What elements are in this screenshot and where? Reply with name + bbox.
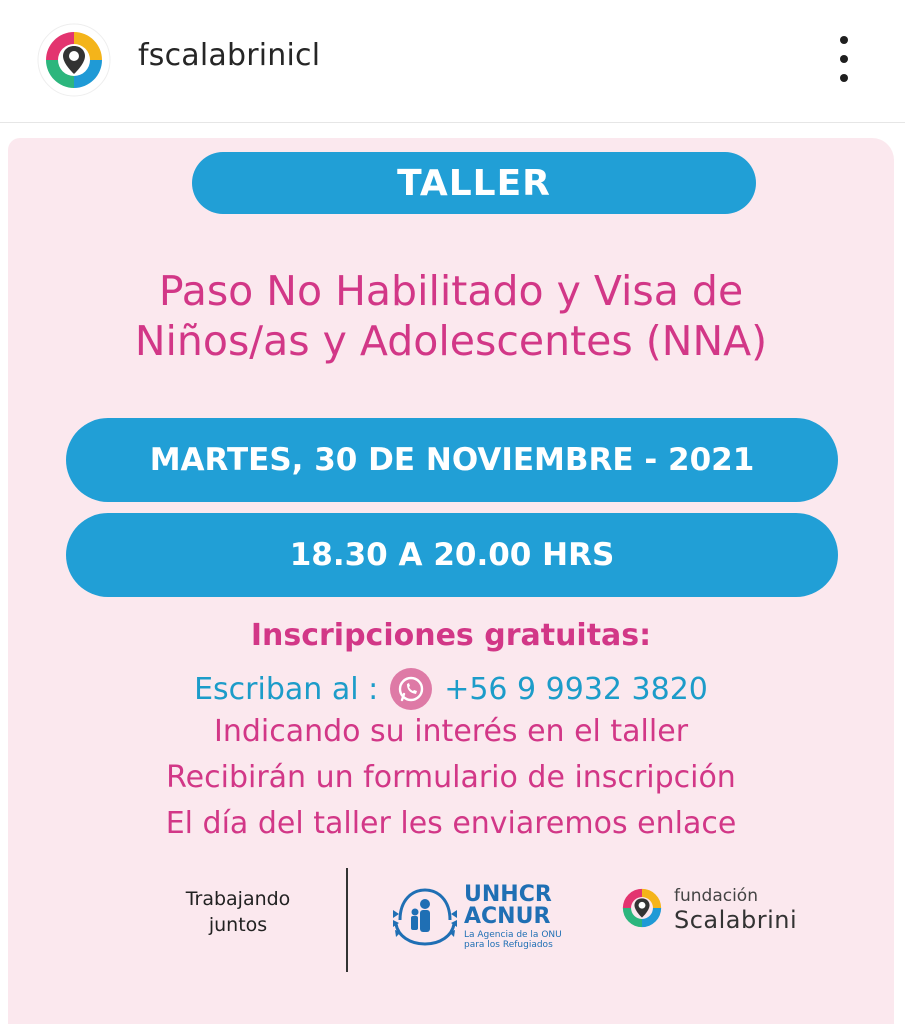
post-header — [0, 0, 905, 123]
more-options-icon-dot — [840, 74, 848, 82]
scalabrini-fundacion-label: fundación — [674, 886, 758, 906]
info-line-form: Recibirán un formulario de inscripción — [166, 760, 736, 795]
more-options-icon — [840, 36, 848, 44]
unhcr-subtitle-2: para los Refugiados — [464, 940, 553, 950]
event-time: 18.30 A 20.00 HRS — [66, 513, 838, 597]
profile-avatar[interactable] — [36, 22, 112, 98]
footer-divider — [346, 868, 348, 972]
unhcr-subtitle — [464, 930, 562, 950]
registration-heading: Inscripciones gratuitas: — [250, 618, 652, 653]
more-options-icon-dot — [840, 55, 848, 63]
event-title — [8, 266, 894, 366]
info-line-interest: Indicando su interés en el taller — [213, 714, 689, 749]
event-title-line-1: Paso No Habilitado y Visa de — [158, 267, 744, 315]
working-together-label — [168, 886, 308, 938]
fundacion-scalabrini-logo-icon — [36, 22, 112, 98]
scalabrini-emblem-icon — [616, 882, 668, 934]
unhcr-line-2: ACNUR — [464, 904, 551, 929]
write-label: Escriban al : — [194, 671, 379, 707]
unhcr-wordmark — [464, 884, 552, 928]
working-together-line-1: Trabajando — [185, 888, 291, 910]
unhcr-emblem-icon — [390, 880, 460, 950]
username[interactable]: fscalabrinicl — [138, 38, 321, 73]
event-date: MARTES, 30 DE NOVIEMBRE - 2021 — [66, 418, 838, 502]
contact-line — [8, 668, 894, 710]
scalabrini-logo — [616, 882, 816, 942]
working-together-line-2: juntos — [208, 914, 268, 936]
post-image[interactable] — [8, 138, 894, 1024]
phone-number: +56 9 9932 3820 — [444, 671, 708, 707]
event-title-line-2: Niños/as y Adolescentes (NNA) — [134, 317, 768, 365]
more-options-button[interactable] — [826, 36, 862, 82]
whatsapp-icon — [390, 668, 432, 710]
unhcr-logo — [390, 880, 580, 956]
info-line-link: El día del taller les enviaremos enlace — [165, 806, 737, 841]
taller-badge: TALLER — [192, 152, 756, 214]
unhcr-line-1: UNHCR — [464, 882, 552, 907]
unhcr-subtitle-1: La Agencia de la ONU — [464, 930, 562, 940]
scalabrini-name: Scalabrini — [674, 906, 798, 934]
